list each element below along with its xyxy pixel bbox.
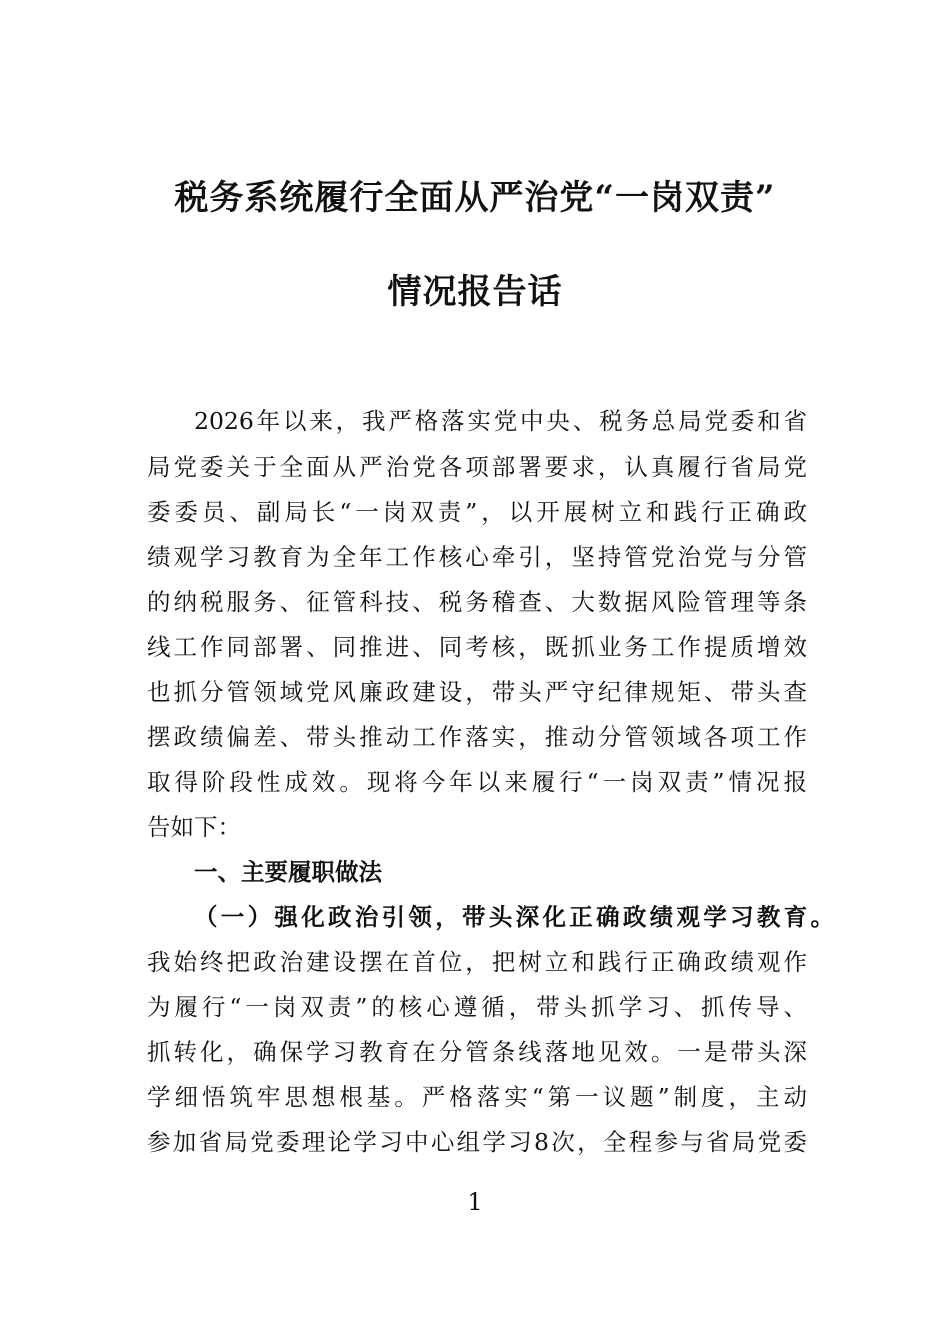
paragraph-line: 局党委关于全面从严治党各项部署要求，认真履行省局党 — [147, 453, 807, 481]
paragraph-line: 告如下： — [147, 813, 241, 841]
paragraph-line: 绩观学习教育为全年工作核心牵引，坚持管党治党与分管 — [147, 543, 807, 571]
paragraph-line: 委委员、副局长“一岗双责”，以开展树立和践行正确政 — [147, 498, 807, 526]
page-number: 1 — [467, 1188, 483, 1216]
paragraph-line: 参加省局党委理论学习中心组学习8次，全程参与省局党委 — [147, 1128, 807, 1156]
paragraph-line: 学细悟筑牢思想根基。严格落实“第一议题”制度，主动 — [147, 1083, 807, 1111]
section-heading: 一、主要履职做法 — [194, 858, 382, 886]
paragraph-line: 线工作同部署、同推进、同考核，既抓业务工作提质增效 — [147, 633, 807, 661]
paragraph-line: 我始终把政治建设摆在首位，把树立和践行正确政绩观作 — [147, 948, 807, 976]
document-title-line-2: 情况报告话 — [387, 272, 563, 312]
subsection-title: （一）强化政治引领，带头深化正确政绩观学习教育。 — [194, 903, 834, 931]
paragraph-line: 为履行“一岗双责”的核心遵循，带头抓学习、抓传导、 — [147, 993, 807, 1021]
paragraph-line: 也抓分管领域党风廉政建设，带头严守纪律规矩、带头查 — [147, 678, 807, 706]
paragraph-line: 2026年以来，我严格落实党中央、税务总局党委和省 — [194, 407, 807, 435]
paragraph-line: 取得阶段性成效。现将今年以来履行“一岗双责”情况报 — [147, 768, 807, 796]
paragraph-line: 抓转化，确保学习教育在分管条线落地见效。一是带头深 — [147, 1038, 807, 1066]
paragraph-line: 的纳税服务、征管科技、税务稽查、大数据风险管理等条 — [147, 588, 807, 616]
document-title-line-1: 税务系统履行全面从严治党“一岗双责” — [174, 178, 776, 218]
paragraph-line: 摆政绩偏差、带头推动工作落实，推动分管领域各项工作 — [147, 723, 807, 751]
